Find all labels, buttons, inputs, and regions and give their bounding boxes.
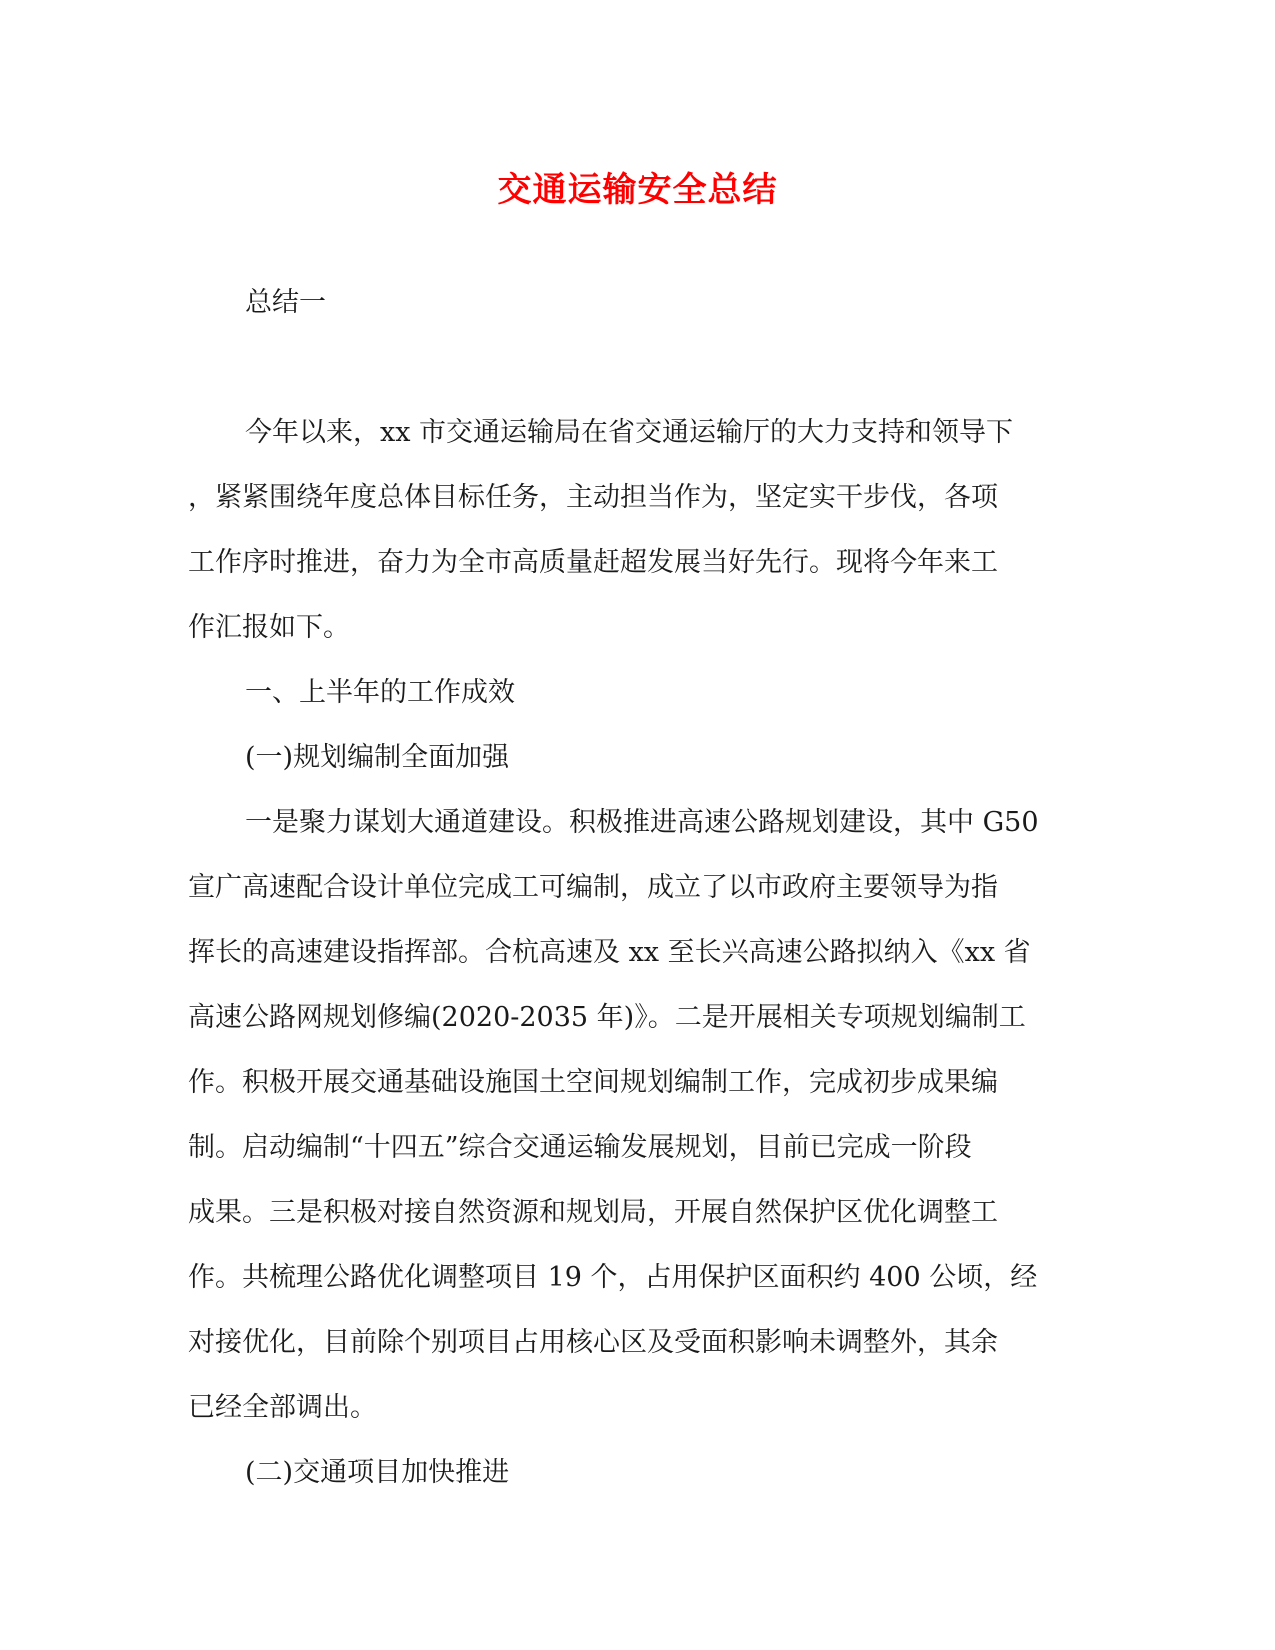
text-line: 高速公路网规划修编(2020-2035 年)》。二是开展相关专项规划编制工 xyxy=(188,1002,1026,1033)
subsection-heading: (二)交通项目加快推进 xyxy=(245,1457,510,1488)
text-line: 对接优化，目前除个别项目占用核心区及受面积影响未调整外，其余 xyxy=(188,1327,998,1358)
text-line: ，紧紧围绕年度总体目标任务，主动担当作为，坚定实干步伐，各项 xyxy=(188,482,998,513)
text-line: 成果。三是积极对接自然资源和规划局，开展自然保护区优化调整工 xyxy=(188,1197,998,1228)
text-line: 作。共梳理公路优化调整项目 19 个，占用保护区面积约 400 公顷，经 xyxy=(188,1262,1038,1293)
text-line: 作。积极开展交通基础设施国土空间规划编制工作，完成初步成果编 xyxy=(188,1067,998,1098)
text-line: 一是聚力谋划大通道建设。积极推进高速公路规划建设，其中 G50 xyxy=(245,807,1039,838)
subsection-heading: (一)规划编制全面加强 xyxy=(245,742,510,773)
planning-paragraph xyxy=(188,790,1088,1440)
document-title: 交通运输安全总结 xyxy=(497,170,778,210)
text-line: 今年以来，xx 市交通运输局在省交通运输厅的大力支持和领导下 xyxy=(245,417,1014,448)
section-label: 总结一 xyxy=(245,287,326,318)
intro-paragraph xyxy=(188,400,1088,660)
text-line: 制。启动编制“十四五”综合交通运输发展规划，目前已完成一阶段 xyxy=(188,1132,972,1163)
text-line: 工作序时推进，奋力为全市高质量赶超发展当好先行。现将今年来工 xyxy=(188,547,998,578)
text-line: 挥长的高速建设指挥部。合杭高速及 xx 至长兴高速公路拟纳入《xx 省 xyxy=(188,937,1031,968)
text-line: 宣广高速配合设计单位完成工可编制，成立了以市政府主要领导为指 xyxy=(188,872,998,903)
document-body xyxy=(188,400,1088,1505)
section-heading: 一、上半年的工作成效 xyxy=(245,677,515,708)
text-line: 作汇报如下。 xyxy=(188,612,350,643)
text-line: 已经全部调出。 xyxy=(188,1392,377,1423)
